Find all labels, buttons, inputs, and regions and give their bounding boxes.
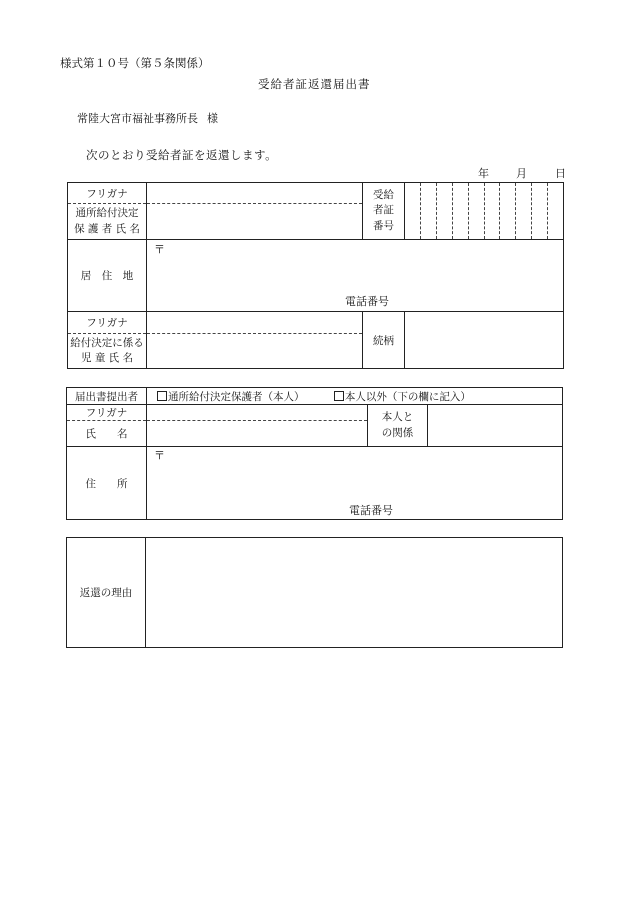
recipient-number-digit[interactable] xyxy=(453,183,469,239)
page-title: 受給者証返還届出書 xyxy=(258,77,371,91)
date-month-label: 月 xyxy=(516,167,527,180)
intro-text: 次のとおり受給者証を返還します。 xyxy=(86,148,278,162)
recipient-number-digit[interactable] xyxy=(437,183,453,239)
recipient-number-digit[interactable] xyxy=(500,183,516,239)
submitter-name-label: 氏 名 xyxy=(67,421,147,447)
recipient-number-label: 受給 者証 番号 xyxy=(363,183,405,240)
guardian-name-label: 通所給付決定 保 護 者 氏 名 xyxy=(68,204,147,240)
submitter-phone-label: 電話番号 xyxy=(349,504,393,517)
child-furigana-label: フリガナ xyxy=(68,312,147,334)
submitter-name-field[interactable] xyxy=(147,421,368,447)
recipient-number-digit[interactable] xyxy=(421,183,437,239)
submitter-table xyxy=(66,387,563,520)
form-number: 様式第１０号（第５条関係） xyxy=(60,56,210,70)
recipient-number-digit[interactable] xyxy=(516,183,532,239)
recipient-number-digit[interactable] xyxy=(532,183,548,239)
child-name-label: 給付決定に係る 児 童 氏 名 xyxy=(68,334,147,369)
guardian-furigana-label: フリガナ xyxy=(68,183,147,204)
recipient-number-digit[interactable] xyxy=(469,183,485,239)
submitter-furigana-field[interactable] xyxy=(147,405,368,421)
child-furigana-field[interactable] xyxy=(147,312,363,334)
addressee: 常陸大宮市福祉事務所長 xyxy=(77,112,198,125)
recipient-number-digit[interactable] xyxy=(405,183,421,239)
option-other[interactable]: 本人以外（下の欄に記入） xyxy=(334,391,471,403)
postal-mark: 〒 xyxy=(154,449,165,462)
date-day-label: 日 xyxy=(555,167,566,180)
return-reason-table xyxy=(66,537,563,648)
postal-mark: 〒 xyxy=(154,243,165,256)
return-reason-label: 返還の理由 xyxy=(67,538,146,648)
addressee-honorific: 様 xyxy=(207,112,218,125)
guardian-name-field[interactable] xyxy=(147,204,363,240)
date-year-label: 年 xyxy=(478,167,489,180)
submitter-relation-field[interactable] xyxy=(428,405,563,447)
checkbox-other[interactable] xyxy=(334,391,344,401)
recipient-number-digit[interactable] xyxy=(485,183,501,239)
guardian-furigana-field[interactable] xyxy=(147,183,363,204)
submitter-address-field[interactable] xyxy=(147,447,563,520)
relation-field[interactable] xyxy=(405,312,564,369)
submitter-options xyxy=(147,388,563,405)
relation-label: 続柄 xyxy=(363,312,405,369)
checkbox-self[interactable] xyxy=(157,391,167,401)
residence-phone-label: 電話番号 xyxy=(345,295,389,308)
submitter-furigana-label: フリガナ xyxy=(67,405,147,421)
recipient-number-field[interactable] xyxy=(405,183,564,240)
child-name-field[interactable] xyxy=(147,334,363,369)
residence-field[interactable] xyxy=(147,240,564,312)
return-reason-field[interactable] xyxy=(146,538,563,648)
recipient-number-digit[interactable] xyxy=(548,183,563,239)
residence-label: 居 住 地 xyxy=(68,240,147,312)
submitter-relation-label: 本人と の関係 xyxy=(368,405,428,447)
submitter-address-label: 住 所 xyxy=(67,447,147,520)
submitter-label: 届出書提出者 xyxy=(67,388,147,405)
option-self[interactable]: 通所給付決定保護者（本人） xyxy=(157,391,308,403)
guardian-child-table xyxy=(67,182,564,369)
